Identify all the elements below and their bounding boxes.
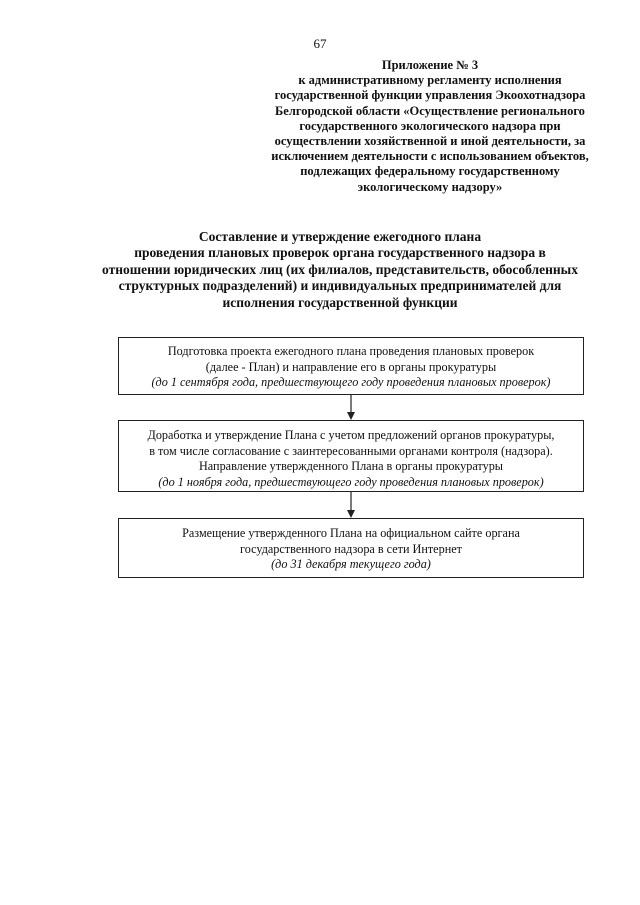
appendix-line: к административному регламенту исполнения bbox=[298, 73, 562, 88]
step-text-line: государственного надзора в сети Интернет bbox=[240, 541, 462, 556]
heading-line: исполнения государственной функции bbox=[222, 294, 458, 310]
step-deadline-note: (до 1 ноября года, предшествующего году проведения плановых проверок) bbox=[158, 474, 544, 489]
step-text-line: в том числе согласование с заинтересованными органами контроля (надзора). bbox=[149, 443, 553, 458]
appendix-line: экологическому надзору» bbox=[357, 179, 503, 194]
appendix-line: подлежащих федеральному государственному bbox=[300, 164, 560, 179]
step-deadline-note: (до 1 сентября года, предшествующего году проведения плановых проверок) bbox=[151, 375, 551, 390]
appendix-header bbox=[245, 58, 615, 195]
flow-arrow-down-icon bbox=[345, 395, 357, 420]
flow-arrow-down-icon bbox=[345, 492, 357, 518]
flow-step-approve-plan bbox=[118, 420, 584, 492]
heading-line: отношении юридических лиц (их филиалов, представительств, обособленных bbox=[102, 261, 578, 277]
flow-step-publish-plan bbox=[118, 518, 584, 578]
heading-line: структурных подразделений) и индивидуальных предпринимателей для bbox=[118, 278, 562, 294]
appendix-line: исключением деятельности с использованием объектов, bbox=[271, 149, 589, 164]
flow-step-prepare-plan bbox=[118, 337, 584, 395]
appendix-line: государственной функции управления Экоохотнадзора bbox=[274, 88, 586, 103]
step-text-line: (далее - План) и направление его в органы прокуратуры bbox=[205, 359, 497, 374]
appendix-line: осуществлении хозяйственной и иной деятельности, за bbox=[274, 134, 586, 149]
appendix-title: Приложение № 3 bbox=[381, 58, 479, 72]
step-text-line: Подготовка проекта ежегодного плана проведения плановых проверок bbox=[167, 344, 535, 358]
appendix-line: Белгородской области «Осуществление регионального bbox=[275, 103, 585, 118]
page-number: 67 bbox=[313, 36, 327, 51]
step-text-line: Направление утвержденного Плана в органы прокуратуры bbox=[199, 459, 503, 474]
step-text-line: Доработка и утверждение Плана с учетом предложений органов прокуратуры, bbox=[147, 428, 555, 442]
document-heading bbox=[70, 229, 610, 311]
step-text-line: Размещение утвержденного Плана на официальном сайте органа bbox=[182, 526, 520, 540]
heading-line: Составление и утверждение ежегодного плана bbox=[198, 229, 482, 244]
appendix-line: государственного экологического надзора при bbox=[299, 118, 561, 133]
step-deadline-note: (до 31 декабря текущего года) bbox=[271, 557, 431, 572]
heading-line: проведения плановых проверок органа государственного надзора в bbox=[134, 245, 546, 261]
